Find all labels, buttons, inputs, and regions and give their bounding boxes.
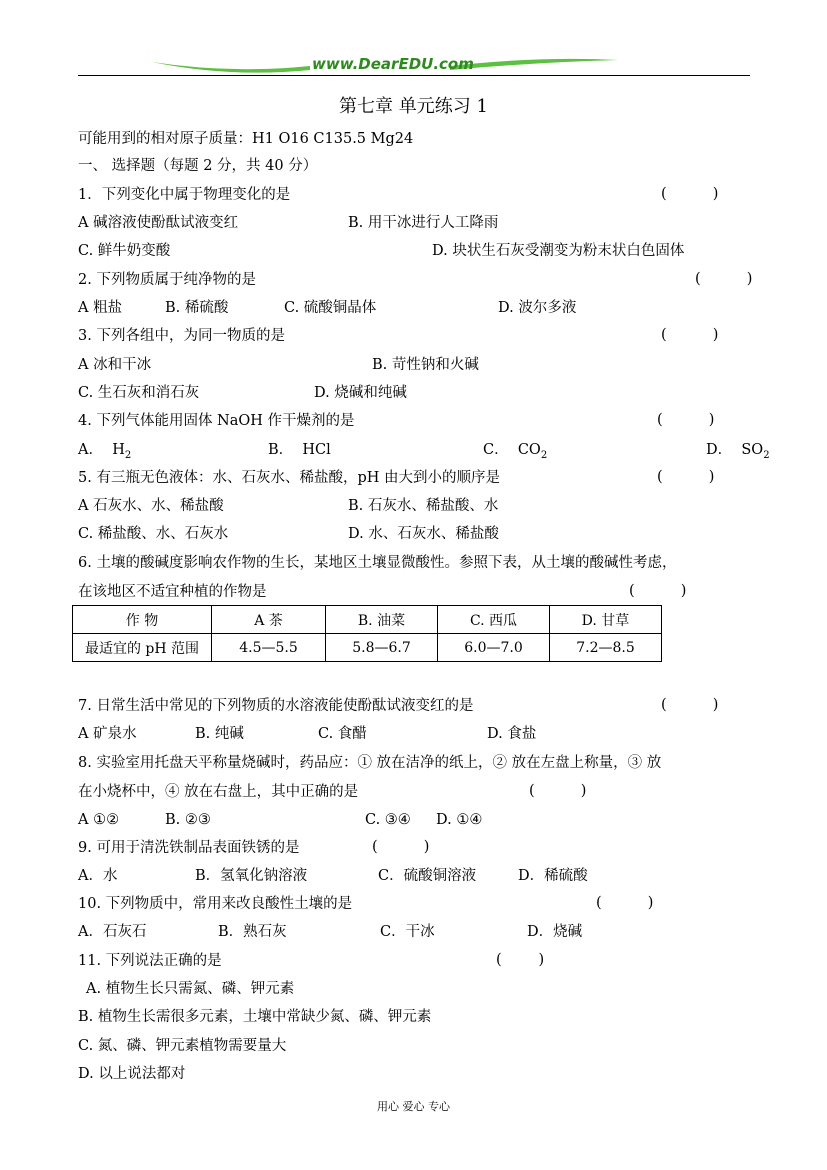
answer-blank[interactable]: ( ) <box>629 583 687 599</box>
table-header-cell: B. 油菜 <box>326 606 438 634</box>
option-d: D. 块状生石灰受潮变为粉末状白色固体 <box>432 243 685 259</box>
option-b: B. 苛性钠和火碱 <box>372 357 479 373</box>
option-b: B. 用干冰进行人工降雨 <box>348 215 499 231</box>
option-b: B. ②③ <box>165 812 211 828</box>
question-6-stem: 6. 土壤的酸碱度影响农作物的生长，某地区土壤显微酸性。参照下表，从土壤的酸碱性考虑， <box>78 555 677 571</box>
table-row <box>73 634 662 662</box>
option-b: B. 石灰水、稀盐酸、水 <box>348 498 499 514</box>
table-header-row <box>73 606 662 634</box>
option-label: A． <box>78 442 103 458</box>
question-6-stem-cont: 在该地区不适宜种植的作物是 <box>78 584 267 600</box>
table-cell: 5.8—6.7 <box>326 634 438 662</box>
question-7-stem: 7. 日常生活中常见的下列物质的水溶液能使酚酞试液变红的是 <box>78 698 474 714</box>
question-11-stem: 11. 下列说法正确的是 <box>78 953 222 969</box>
option-text: H <box>112 442 125 458</box>
section-heading: 一、 选择题（每题 2 分，共 40 分） <box>78 158 318 174</box>
question-3-stem: 3. 下列各组中，为同一物质的是 <box>78 328 285 344</box>
table-header-cell: A 茶 <box>212 606 326 634</box>
option-d: D. 以上说法都对 <box>78 1066 186 1082</box>
question-8-stem: 8. 实验室用托盘天平称量烧碱时，药品应：① 放在洁净的纸上，② 放在左盘上称量，③ 放 <box>78 755 662 771</box>
header-rule <box>78 75 750 76</box>
option-a: A．石灰石 <box>78 924 147 940</box>
option-c: C. 氮、磷、钾元素植物需要量大 <box>78 1038 287 1054</box>
option-b: B. 稀硫酸 <box>165 300 229 316</box>
option-a: A 碱溶液使酚酞试液变红 <box>78 215 239 231</box>
question-8-stem-cont: 在小烧杯中，④ 放在右盘上，其中正确的是 <box>78 784 359 800</box>
option-a: A 冰和干冰 <box>78 357 152 373</box>
table-header-cell: 作 物 <box>73 606 212 634</box>
table-cell: 7.2—8.5 <box>550 634 662 662</box>
option-label: C． <box>483 442 509 458</box>
option-a: A 石灰水、水、稀盐酸 <box>78 498 224 514</box>
option-text: HCl <box>302 442 331 458</box>
logo-text: www.DearEDU.com <box>312 55 474 73</box>
option-a: A ①② <box>78 812 120 828</box>
table-cell: 4.5—5.5 <box>212 634 326 662</box>
page-footer: 用心 爱心 专心 <box>377 1100 450 1113</box>
option-b <box>268 441 331 459</box>
question-9-stem: 9. 可用于清洗铁制品表面铁锈的是 <box>78 840 300 856</box>
table-header-cell: D. 甘草 <box>550 606 662 634</box>
option-d: D. ①④ <box>436 812 483 828</box>
table-cell: 6.0—7.0 <box>438 634 550 662</box>
answer-blank[interactable]: ( ) <box>661 186 719 202</box>
question-1-stem: 1．下列变化中属于物理变化的是 <box>78 187 291 203</box>
option-c: C. 硫酸铜晶体 <box>284 300 377 316</box>
option-text: SO <box>741 442 764 458</box>
option-c: C．硫酸铜溶液 <box>378 868 477 884</box>
option-c: C. 食醋 <box>318 726 367 742</box>
option-b: B. 植物生长需很多元素，土壤中常缺少氮、磷、钾元素 <box>78 1009 432 1025</box>
option-d: D．稀硫酸 <box>518 868 588 884</box>
answer-blank[interactable]: ( ) <box>661 697 719 713</box>
option-c: C. ③④ <box>365 812 411 828</box>
option-c: C. 鲜牛奶变酸 <box>78 243 171 259</box>
answer-blank[interactable]: ( ) <box>695 271 753 287</box>
atomic-masses: 可能用到的相对原子质量：H1 O16 C135.5 Mg24 <box>78 131 414 147</box>
option-a: A．水 <box>78 868 118 884</box>
ph-table <box>72 605 662 662</box>
answer-blank[interactable]: ( ) <box>372 839 430 855</box>
option-a: A 粗盐 <box>78 300 123 316</box>
option-d <box>706 441 770 465</box>
option-b: B．氢氧化钠溶液 <box>195 868 308 884</box>
answer-blank[interactable]: ( ) <box>657 412 715 428</box>
option-label: B． <box>268 442 294 458</box>
subscript: 2 <box>763 449 770 461</box>
question-10-stem: 10. 下列物质中，常用来改良酸性土壤的是 <box>78 896 353 912</box>
option-a <box>78 441 131 465</box>
option-c: C. 稀盐酸、水、石灰水 <box>78 526 229 542</box>
option-d: D. 水、石灰水、稀盐酸 <box>348 526 499 542</box>
answer-blank[interactable]: ( ) <box>657 469 715 485</box>
option-c <box>483 441 547 465</box>
question-2-stem: 2. 下列物质属于纯净物的是 <box>78 272 256 288</box>
option-b: B. 纯碱 <box>195 726 244 742</box>
option-c: C．干冰 <box>380 924 435 940</box>
option-label: D． <box>706 442 733 458</box>
subscript: 2 <box>540 449 548 461</box>
option-c: C. 生石灰和消石灰 <box>78 385 200 401</box>
option-d: D．烧碱 <box>527 924 583 940</box>
option-a: A. 植物生长只需氮、磷、钾元素 <box>86 981 295 997</box>
table-header-cell: C. 西瓜 <box>438 606 550 634</box>
option-d: D. 食盐 <box>487 726 537 742</box>
option-text: CO <box>517 442 541 458</box>
subscript: 2 <box>124 449 132 461</box>
answer-blank[interactable]: ( ) <box>496 952 545 968</box>
answer-blank[interactable]: ( ) <box>661 327 719 343</box>
option-a: A 矿泉水 <box>78 726 137 742</box>
answer-blank[interactable]: ( ) <box>529 783 587 799</box>
question-4-stem: 4. 下列气体能用固体 NaOH 作干燥剂的是 <box>78 413 355 429</box>
option-d: D. 波尔多液 <box>498 300 577 316</box>
table-cell: 最适宜的 pH 范围 <box>73 634 212 662</box>
question-5-stem: 5. 有三瓶无色液体：水、石灰水、稀盐酸，pH 由大到小的顺序是 <box>78 470 500 486</box>
option-d: D. 烧碱和纯碱 <box>314 385 407 401</box>
answer-blank[interactable]: ( ) <box>596 895 654 911</box>
option-b: B．熟石灰 <box>218 924 287 940</box>
page-title: 第七章 单元练习 1 <box>339 96 488 117</box>
